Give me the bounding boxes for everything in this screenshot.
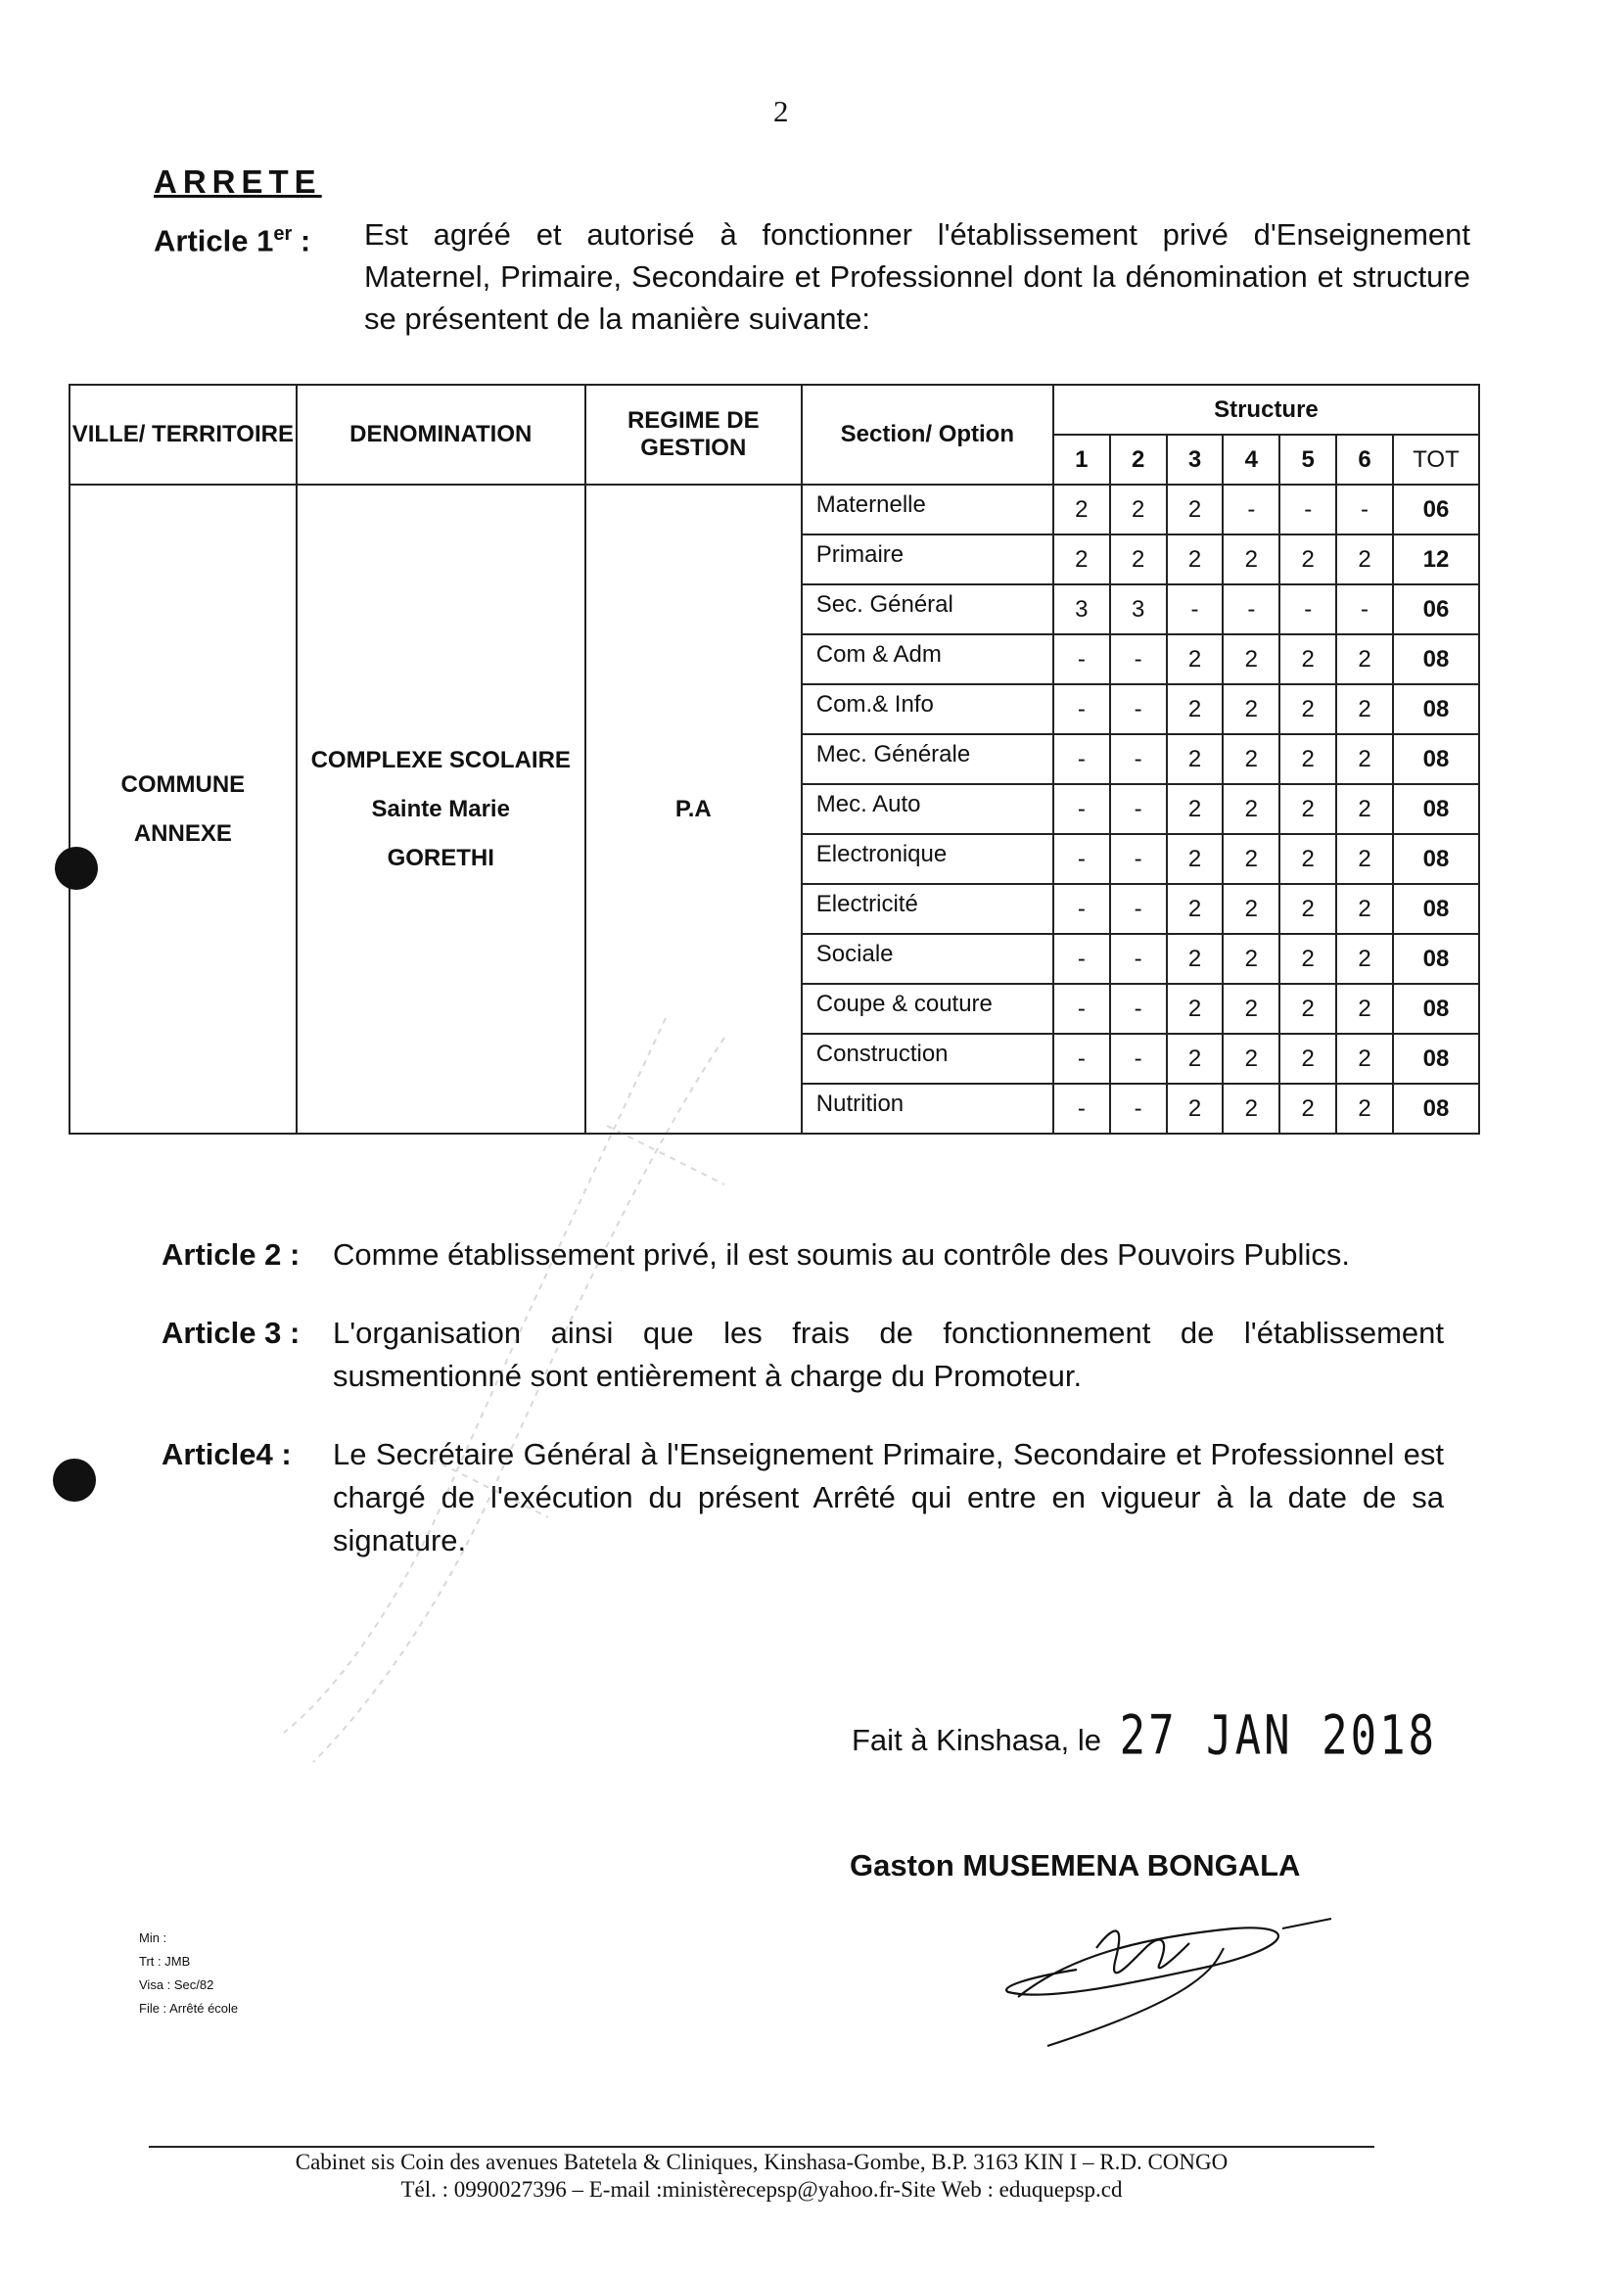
structure-value-cell: 2 bbox=[1110, 485, 1167, 534]
header-section: Section/ Option bbox=[802, 385, 1053, 485]
footer bbox=[149, 2149, 1374, 2204]
structure-value-cell: - bbox=[1053, 734, 1110, 784]
date-stamp: 27 JAN 2018 bbox=[1119, 1704, 1438, 1768]
denomination-line: GORETHI bbox=[387, 844, 494, 871]
structure-value-cell: 2 bbox=[1336, 984, 1393, 1034]
structure-value-cell: - bbox=[1053, 934, 1110, 984]
punch-hole-bottom bbox=[53, 1459, 96, 1502]
structure-value-cell: 2 bbox=[1279, 734, 1336, 784]
regime-cell: P.A bbox=[585, 485, 802, 1134]
section-option-cell: Construction bbox=[802, 1034, 1053, 1084]
total-cell: 06 bbox=[1393, 485, 1479, 534]
table-row bbox=[70, 485, 1479, 534]
ville-line: COMMUNE bbox=[120, 770, 246, 798]
structure-value-cell: - bbox=[1110, 634, 1167, 684]
structure-value-cell: 2 bbox=[1336, 1034, 1393, 1084]
structure-value-cell: - bbox=[1110, 834, 1167, 884]
footer-address: Cabinet sis Coin des avenues Batetela & Cliniques, Kinshasa-Gombe, B.P. 3163 KIN I – R.D. CONGO bbox=[295, 2150, 1229, 2174]
structure-value-cell: 2 bbox=[1223, 834, 1279, 884]
structure-value-cell: 2 bbox=[1336, 634, 1393, 684]
structure-value-cell: 2 bbox=[1279, 934, 1336, 984]
structure-value-cell: 2 bbox=[1053, 534, 1110, 584]
article-1-text: Est agréé et autorisé à fonctionner l'établissement privé d'Enseignement Maternel, Primaire, Secondaire et Professionnel dont la dénomination et structure se présentent de la manière suivante: bbox=[364, 217, 1470, 336]
structure-value-cell: 2 bbox=[1279, 1084, 1336, 1134]
header-col-3: 3 bbox=[1167, 435, 1224, 485]
structure-value-cell: - bbox=[1053, 984, 1110, 1034]
structure-value-cell: - bbox=[1053, 834, 1110, 884]
structure-value-cell: - bbox=[1110, 734, 1167, 784]
header-denomination: DENOMINATION bbox=[297, 385, 585, 485]
header-col-2: 2 bbox=[1110, 435, 1167, 485]
structure-value-cell: 2 bbox=[1336, 784, 1393, 834]
total-cell: 08 bbox=[1393, 734, 1479, 784]
total-cell: 08 bbox=[1393, 784, 1479, 834]
structure-value-cell: 2 bbox=[1223, 984, 1279, 1034]
structure-value-cell: - bbox=[1110, 784, 1167, 834]
structure-value-cell: 2 bbox=[1223, 1084, 1279, 1134]
structure-value-cell: - bbox=[1053, 884, 1110, 934]
place-date bbox=[852, 1704, 1438, 1768]
structure-value-cell: 2 bbox=[1167, 1034, 1224, 1084]
header-structure: Structure bbox=[1053, 385, 1479, 435]
structure-value-cell: 2 bbox=[1279, 834, 1336, 884]
structure-value-cell: 2 bbox=[1223, 684, 1279, 734]
section-option-cell: Primaire bbox=[802, 534, 1053, 584]
structure-value-cell: 2 bbox=[1336, 534, 1393, 584]
structure-value-cell: - bbox=[1223, 584, 1279, 634]
total-cell: 08 bbox=[1393, 834, 1479, 884]
section-option-cell: Mec. Auto bbox=[802, 784, 1053, 834]
reference-line: Trt : JMB bbox=[139, 1954, 191, 1969]
structure-value-cell: - bbox=[1279, 584, 1336, 634]
section-option-cell: Nutrition bbox=[802, 1084, 1053, 1134]
section-option-cell: Com.& Info bbox=[802, 684, 1053, 734]
footer-contact: Tél. : 0990027396 – E-mail :ministèrecepsp@yahoo.fr-Site Web : eduquepsp.cd bbox=[400, 2177, 1123, 2202]
header-col-6: 6 bbox=[1336, 435, 1393, 485]
total-cell: 08 bbox=[1393, 934, 1479, 984]
structure-value-cell: 2 bbox=[1223, 1034, 1279, 1084]
structure-value-cell: - bbox=[1053, 1084, 1110, 1134]
document-heading: ARRETE bbox=[154, 163, 322, 200]
structure-value-cell: 2 bbox=[1279, 784, 1336, 834]
structure-value-cell: 2 bbox=[1336, 834, 1393, 884]
structure-value-cell: - bbox=[1110, 984, 1167, 1034]
structure-value-cell: 2 bbox=[1279, 1034, 1336, 1084]
structure-value-cell: 2 bbox=[1167, 485, 1224, 534]
structure-value-cell: - bbox=[1336, 485, 1393, 534]
section-option-cell: Mec. Générale bbox=[802, 734, 1053, 784]
structure-value-cell: - bbox=[1053, 784, 1110, 834]
structure-value-cell: 2 bbox=[1167, 684, 1224, 734]
structure-value-cell: 2 bbox=[1110, 534, 1167, 584]
article-text: L'organisation ainsi que les frais de fonctionnement de l'établissement susmentionné sont entièrement à charge du Promoteur. bbox=[333, 1316, 1444, 1393]
article-label: Article4 : bbox=[162, 1437, 292, 1471]
structure-value-cell: 2 bbox=[1167, 784, 1224, 834]
structure-value-cell: - bbox=[1110, 934, 1167, 984]
punch-hole-top bbox=[55, 847, 98, 890]
section-option-cell: Sec. Général bbox=[802, 584, 1053, 634]
structure-value-cell: 2 bbox=[1053, 485, 1110, 534]
structure-value-cell: - bbox=[1167, 584, 1224, 634]
section-option-cell: Electronique bbox=[802, 834, 1053, 884]
footer-divider bbox=[149, 2146, 1374, 2148]
structure-value-cell: 2 bbox=[1336, 684, 1393, 734]
article-1-label: Article 1er : bbox=[154, 223, 311, 258]
reference-line: File : Arrêté école bbox=[139, 2001, 239, 2016]
structure-value-cell: 2 bbox=[1223, 634, 1279, 684]
structure-value-cell: 2 bbox=[1167, 734, 1224, 784]
structure-value-cell: 2 bbox=[1223, 934, 1279, 984]
section-option-cell: Sociale bbox=[802, 934, 1053, 984]
header-ville: VILLE/ TERRITOIRE bbox=[70, 385, 297, 485]
denomination-line: Sainte Marie bbox=[371, 795, 510, 822]
structure-value-cell: 2 bbox=[1336, 934, 1393, 984]
article-text: Comme établissement privé, il est soumis au contrôle des Pouvoirs Publics. bbox=[333, 1237, 1350, 1272]
total-cell: 06 bbox=[1393, 584, 1479, 634]
structure-value-cell: 2 bbox=[1167, 984, 1224, 1034]
structure-value-cell: 3 bbox=[1053, 584, 1110, 634]
total-cell: 08 bbox=[1393, 1034, 1479, 1084]
structure-value-cell: 2 bbox=[1223, 534, 1279, 584]
structure-value-cell: - bbox=[1053, 684, 1110, 734]
signatory-name: Gaston MUSEMENA BONGALA bbox=[850, 1848, 1301, 1882]
ville-line: ANNEXE bbox=[133, 819, 232, 847]
header-col-4: 4 bbox=[1223, 435, 1279, 485]
total-cell: 08 bbox=[1393, 884, 1479, 934]
structure-value-cell: - bbox=[1110, 884, 1167, 934]
structure-value-cell: - bbox=[1110, 1084, 1167, 1134]
structure-value-cell: 2 bbox=[1336, 1084, 1393, 1134]
structure-value-cell: 2 bbox=[1279, 534, 1336, 584]
structure-value-cell: 2 bbox=[1167, 834, 1224, 884]
header-regime: REGIME DE GESTION bbox=[585, 385, 802, 485]
structure-value-cell: 2 bbox=[1223, 884, 1279, 934]
reference-line: Visa : Sec/82 bbox=[139, 1977, 214, 1992]
structure-value-cell: 2 bbox=[1167, 534, 1224, 584]
article-label: Article 3 : bbox=[162, 1316, 301, 1350]
structure-value-cell: - bbox=[1053, 1034, 1110, 1084]
structure-value-cell: 2 bbox=[1167, 1084, 1224, 1134]
denomination-line: COMPLEXE SCOLAIRE bbox=[310, 746, 571, 773]
structure-value-cell: 2 bbox=[1223, 784, 1279, 834]
header-col-tot: TOT bbox=[1393, 435, 1479, 485]
structure-value-cell: 2 bbox=[1223, 734, 1279, 784]
section-option-cell: Com & Adm bbox=[802, 634, 1053, 684]
structure-value-cell: 2 bbox=[1279, 634, 1336, 684]
total-cell: 08 bbox=[1393, 684, 1479, 734]
structure-value-cell: - bbox=[1223, 485, 1279, 534]
structure-value-cell: - bbox=[1336, 584, 1393, 634]
section-option-cell: Maternelle bbox=[802, 485, 1053, 534]
structure-value-cell: - bbox=[1053, 634, 1110, 684]
structure-value-cell: - bbox=[1279, 485, 1336, 534]
reference-line: Min : bbox=[139, 1930, 167, 1945]
structure-value-cell: - bbox=[1110, 684, 1167, 734]
total-cell: 08 bbox=[1393, 1084, 1479, 1134]
structure-value-cell: - bbox=[1110, 1034, 1167, 1084]
page-number: 2 bbox=[773, 94, 789, 128]
place-text: Fait à Kinshasa, le bbox=[852, 1723, 1102, 1757]
structure-value-cell: 2 bbox=[1279, 884, 1336, 934]
structure-value-cell: 2 bbox=[1336, 884, 1393, 934]
reference-block bbox=[139, 1927, 238, 2021]
structure-value-cell: 2 bbox=[1167, 884, 1224, 934]
handwritten-signature bbox=[989, 1889, 1400, 2056]
section-option-cell: Coupe & couture bbox=[802, 984, 1053, 1034]
total-cell: 08 bbox=[1393, 984, 1479, 1034]
structure-value-cell: 2 bbox=[1167, 634, 1224, 684]
structure-value-cell: 2 bbox=[1279, 984, 1336, 1034]
section-option-cell: Electricité bbox=[802, 884, 1053, 934]
article-label: Article 2 : bbox=[162, 1237, 301, 1272]
header-col-5: 5 bbox=[1279, 435, 1336, 485]
article-text: Le Secrétaire Général à l'Enseignement Primaire, Secondaire et Professionnel est chargé de l'exécution du présent Arrêté qui entre en vigueur à la date de sa signature. bbox=[333, 1437, 1444, 1557]
total-cell: 08 bbox=[1393, 634, 1479, 684]
structure-value-cell: 3 bbox=[1110, 584, 1167, 634]
faded-stamp bbox=[176, 1008, 764, 1791]
header-col-1: 1 bbox=[1053, 435, 1110, 485]
structure-value-cell: 2 bbox=[1167, 934, 1224, 984]
structure-value-cell: 2 bbox=[1279, 684, 1336, 734]
total-cell: 12 bbox=[1393, 534, 1479, 584]
structure-value-cell: 2 bbox=[1336, 734, 1393, 784]
